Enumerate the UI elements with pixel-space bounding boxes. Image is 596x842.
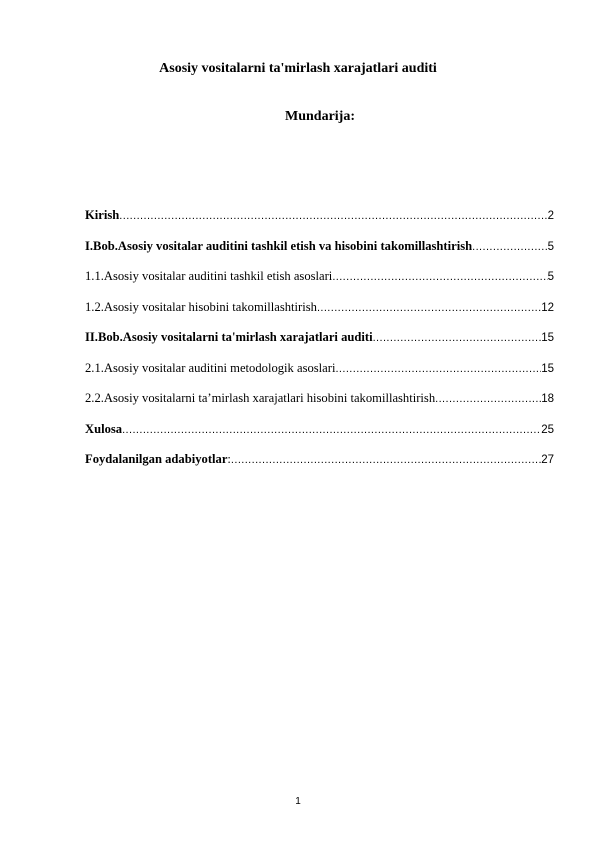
toc-entry-chapter-1[interactable] — [85, 238, 554, 269]
toc-heading: Mundarija: — [285, 109, 355, 124]
toc-dot-leader — [435, 391, 541, 407]
toc-entry-page: 27 — [541, 454, 554, 466]
toc-entry-section-2-1[interactable] — [85, 360, 554, 391]
toc-entry-xulosa[interactable] — [85, 421, 554, 452]
toc-entry-label: 2.1.Asosiy vositalar auditini metodologik asoslari — [85, 360, 336, 375]
toc-entry-label: II.Bob.Asosiy vositalarni ta'mirlash xarajatlari auditi — [85, 330, 373, 344]
toc-entry-label: Kirish — [85, 208, 120, 222]
toc-entry-kirish[interactable] — [85, 207, 554, 238]
toc-entry-label: 1.2.Asosiy vositalar hisobini takomillashtirish — [85, 299, 317, 314]
toc-entry-page: 18 — [541, 393, 554, 405]
toc-dot-leader — [231, 452, 541, 468]
toc-entry-references[interactable] — [85, 451, 554, 482]
page-number: 1 — [295, 796, 301, 807]
toc-entry-label: I.Bob.Asosiy vositalar auditini tashkil etish va hisobini takomillashtirish — [85, 238, 473, 253]
toc-entry-page: 15 — [541, 332, 554, 344]
toc-entry-page: 15 — [541, 362, 554, 375]
toc-dot-leader — [332, 269, 547, 285]
toc-entry-page: 5 — [547, 271, 554, 283]
toc-entry-label: Xulosa — [85, 421, 123, 436]
toc-entry-section-1-1[interactable] — [85, 268, 554, 299]
document-title: Asosiy vositalarni ta'mirlash xarajatlari auditi — [159, 61, 437, 76]
toc-dot-leader — [472, 239, 547, 255]
toc-entry-label: Foydalanilgan adabiyotlar — [85, 452, 228, 466]
toc-dot-leader — [335, 361, 541, 377]
toc-entry-page: 25 — [541, 423, 554, 436]
toc-entry-label-suffix: : — [227, 452, 231, 466]
toc-entry-page: 12 — [541, 301, 554, 314]
toc-entry-section-1-2[interactable] — [85, 299, 554, 330]
table-of-contents — [85, 207, 554, 482]
toc-entry-section-2-2[interactable] — [85, 390, 554, 421]
toc-entry-label: 1.1.Asosiy vositalar auditini tashkil etish asoslari — [85, 269, 333, 283]
toc-entry-chapter-2[interactable] — [85, 329, 554, 360]
toc-dot-leader — [119, 208, 547, 224]
toc-dot-leader — [317, 300, 541, 316]
toc-entry-label: 2.2.Asosiy vositalarni ta’mirlash xarajatlari hisobini takomillashtirish — [85, 391, 436, 405]
toc-dot-leader — [122, 422, 541, 438]
toc-entry-page: 5 — [547, 240, 554, 253]
toc-entry-page: 2 — [547, 210, 554, 222]
toc-dot-leader — [373, 330, 542, 346]
